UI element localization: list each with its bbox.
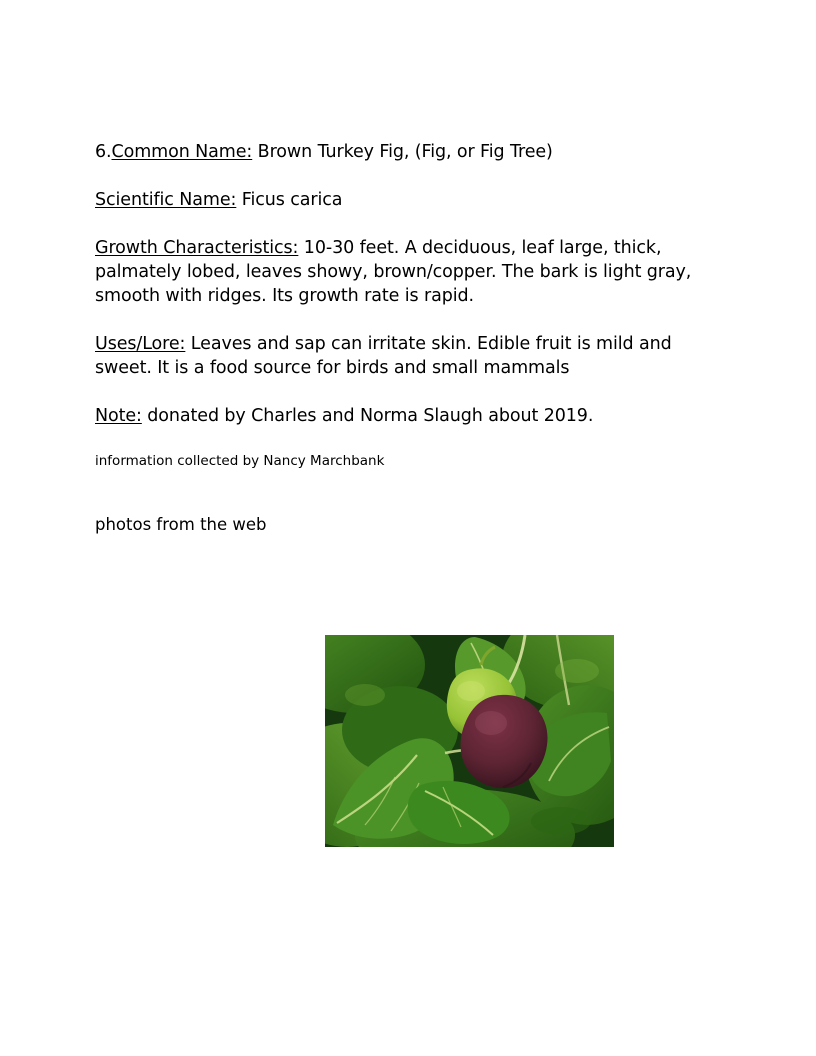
field-label-note: Note:: [95, 406, 142, 426]
field-label-uses-lore: Uses/Lore:: [95, 334, 186, 354]
document-body: [95, 140, 720, 536]
fig-fruit-photo: [325, 635, 614, 847]
field-uses-lore: [95, 332, 720, 380]
field-common-name: [95, 140, 720, 164]
field-growth-characteristics: [95, 236, 720, 308]
field-value-growth-characteristics: 10-30 feet. A deciduous, leaf large, thick, palmately lobed, leaves showy, brown/copper. The bark is light gray, smooth with ridges. Its growth rate is rapid.: [95, 238, 692, 306]
photo-credit-line: photos from the web: [95, 515, 267, 534]
field-label-common-name: Common Name:: [111, 142, 253, 162]
field-label-growth-characteristics: Growth Characteristics:: [95, 238, 299, 258]
field-value-common-name: Brown Turkey Fig, (Fig, or Fig Tree): [252, 142, 553, 162]
field-value-note: donated by Charles and Norma Slaugh about 2019.: [141, 406, 594, 426]
collected-by-line: information collected by Nancy Marchbank: [95, 453, 385, 469]
field-label-scientific-name: Scientific Name:: [95, 190, 237, 210]
field-value-uses-lore: Leaves and sap can irritate skin. Edible fruit is mild and sweet. It is a food source for birds and small mammals: [95, 334, 672, 378]
entry-number: 6.: [95, 142, 112, 162]
field-note: [95, 404, 720, 428]
fig-photo-illustration: [325, 635, 614, 847]
field-value-scientific-name: Ficus carica: [236, 190, 343, 210]
field-scientific-name: [95, 188, 720, 212]
